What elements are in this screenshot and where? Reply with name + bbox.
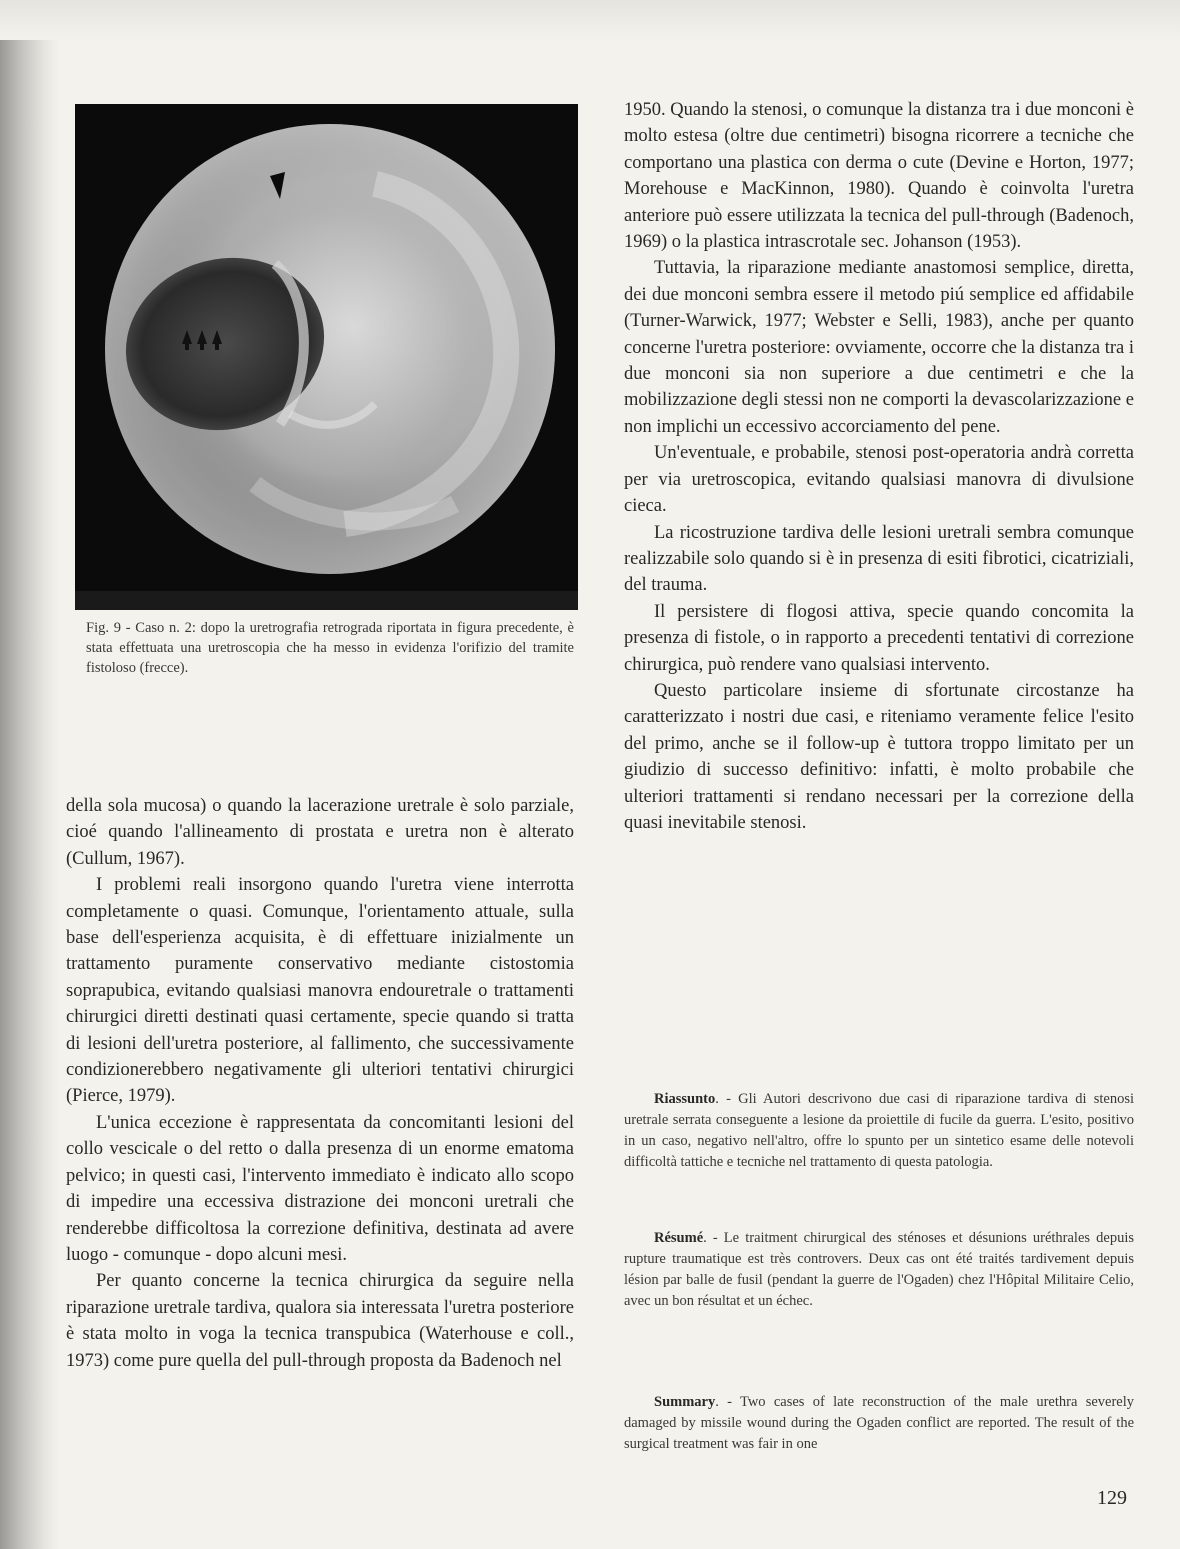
abstract-summary-text: . - Two cases of late reconstruction of the male urethra severely damaged by missile wound during the Ogaden conflict are reported. The result of the surgical treatment was fair in one bbox=[624, 1394, 1134, 1452]
abstract-riassunto-label: Riassunto bbox=[654, 1091, 716, 1107]
abstract-summary-label: Summary bbox=[654, 1394, 716, 1410]
figure-caption: Fig. 9 - Caso n. 2: dopo la uretrografia retrograda riportata in figura precedente, è stata effettuata una uretroscopia che ha messo in evidenza l'orifizio del tramite fistoloso (frecce). bbox=[86, 620, 574, 676]
paragraph: 1950. Quando la stenosi, o comunque la distanza tra i due monconi è molto estesa (oltre due centimetri) bisogna ricorrere a tecniche che comportano una plastica con derma o cute (Devine e Horton, 1977; Morehouse e MacKinnon, 1980). Quando è coinvolta l'uretra anteriore può essere utilizzata la tecnica del pull-through (Badenoch, 1969) o la plastica intrascrotale sec. Johanson (1953). bbox=[624, 100, 1134, 253]
abstract-resume bbox=[624, 1228, 1134, 1312]
abstract-riassunto-text: . - Gli Autori descrivono due casi di riparazione tardiva di stenosi uretrale serrata conseguente a lesione da proiettile di fucile da guerra. L'esito, positivo in un caso, negativo nell'altro, offre lo spunto per un sintetico esame delle notevoli difficoltà tattiche e tecniche nel trattamento di questa patologia. bbox=[624, 1091, 1134, 1170]
scan-shadow-edge bbox=[0, 0, 60, 1549]
paragraph: Questo particolare insieme di sfortunate circostanze ha caratterizzato i nostri due casi, e riteniamo veramente felice l'esito del primo, anche se il follow-up è tuttora troppo limitato per un giudizio di successo definitivo: infatti, è molto probabile che ulteriori trattamenti si rendano necessari per la correzione della quasi inevitabile stenosi. bbox=[624, 680, 1134, 833]
abstract-summary bbox=[624, 1392, 1134, 1455]
abstract-resume-text: . - Le traitment chirurgical des sténoses et désunions uréthrales depuis rupture traumatique est très controvers. Deux cas ont été traités tardivement depuis lésion par balle de fusil (pendant la guerre de l'Ogaden) chez l'Hôpital Militaire Celio, avec un bon résultat et un échec. bbox=[624, 1230, 1134, 1309]
paragraph: Per quanto concerne la tecnica chirurgica da seguire nella riparazione uretrale tardiva, qualora sia interessata l'uretra posteriore è stata molto in voga la tecnica transpubica (Waterhouse e coll., 1973) come pure quella del pull-through proposta da Badenoch nel bbox=[66, 1271, 574, 1371]
paragraph: Il persistere di flogosi attiva, specie quando concomita la presenza di fistole, o in rapporto a precedenti tentativi di correzione chirurgica, può rendere vano qualsiasi intervento. bbox=[624, 601, 1134, 675]
abstract-resume-label: Résumé bbox=[654, 1230, 704, 1246]
arrow-markers bbox=[182, 330, 222, 350]
abstract-riassunto bbox=[624, 1089, 1134, 1173]
scan-shadow-top bbox=[0, 0, 1180, 40]
page-number: 129 bbox=[1097, 1487, 1127, 1509]
paragraph: L'unica eccezione è rappresentata da concomitanti lesioni del collo vescicale o del retto o dalla presenza di un enorme ematoma pelvico; in questi casi, l'intervento immediato è indicato allo scopo di impedire una eccessiva distrazione dei monconi uretrali che renderebbe difficoltosa la correzione definitiva, destinata ad avere luogo - comunque - dopo alcuni mesi. bbox=[66, 1112, 574, 1265]
endoscopy-figure bbox=[75, 104, 578, 610]
urethroscopy-image bbox=[75, 104, 578, 610]
paragraph: La ricostruzione tardiva delle lesioni uretrali sembra comunque realizzabile solo quando si è in presenza di esiti fibrotici, cicatriziali, del trauma. bbox=[624, 522, 1134, 596]
left-text-column bbox=[66, 793, 574, 1374]
paragraph: Tuttavia, la riparazione mediante anastomosi semplice, diretta, dei due monconi sembra essere il metodo piú semplice ed affidabile (Turner-Warwick, 1977; Webster e Selli, 1983), anche per quanto concerne l'uretra posteriore: ovviamente, occorre che la distanza tra i due monconi sia non superiore a due centimetri e che la mobilizzazione degli stessi non ne comporti la devascolarizzazione e non implichi un eccessivo accorciamento del pene. bbox=[624, 258, 1134, 437]
right-text-column bbox=[624, 97, 1134, 836]
paragraph: Un'eventuale, e probabile, stenosi post-operatoria andrà corretta per via uretroscopica, evitando qualsiasi manovra di divulsione cieca. bbox=[624, 443, 1134, 517]
paragraph: della sola mucosa) o quando la lacerazione uretrale è solo parziale, cioé quando l'allineamento di prostata e uretra non è alterato (Cullum, 1967). bbox=[66, 796, 574, 869]
paragraph: I problemi reali insorgono quando l'uretra viene interrotta completamente o quasi. Comunque, l'orientamento attuale, sulla base dell'esperienza acquisita, è di effettuare inizialmente un trattamento puramente conservativo mediante cistostomia soprapubica, evitando qualsiasi manovra endouretrale o trattamenti chirurgici diretti destinati quasi certamente, specie quando si tratta di lesioni dell'uretra posteriore, al fallimento, che successivamente condizionerebbero negativamente gli ulteriori tentativi chirurgici (Pierce, 1979). bbox=[66, 875, 574, 1107]
